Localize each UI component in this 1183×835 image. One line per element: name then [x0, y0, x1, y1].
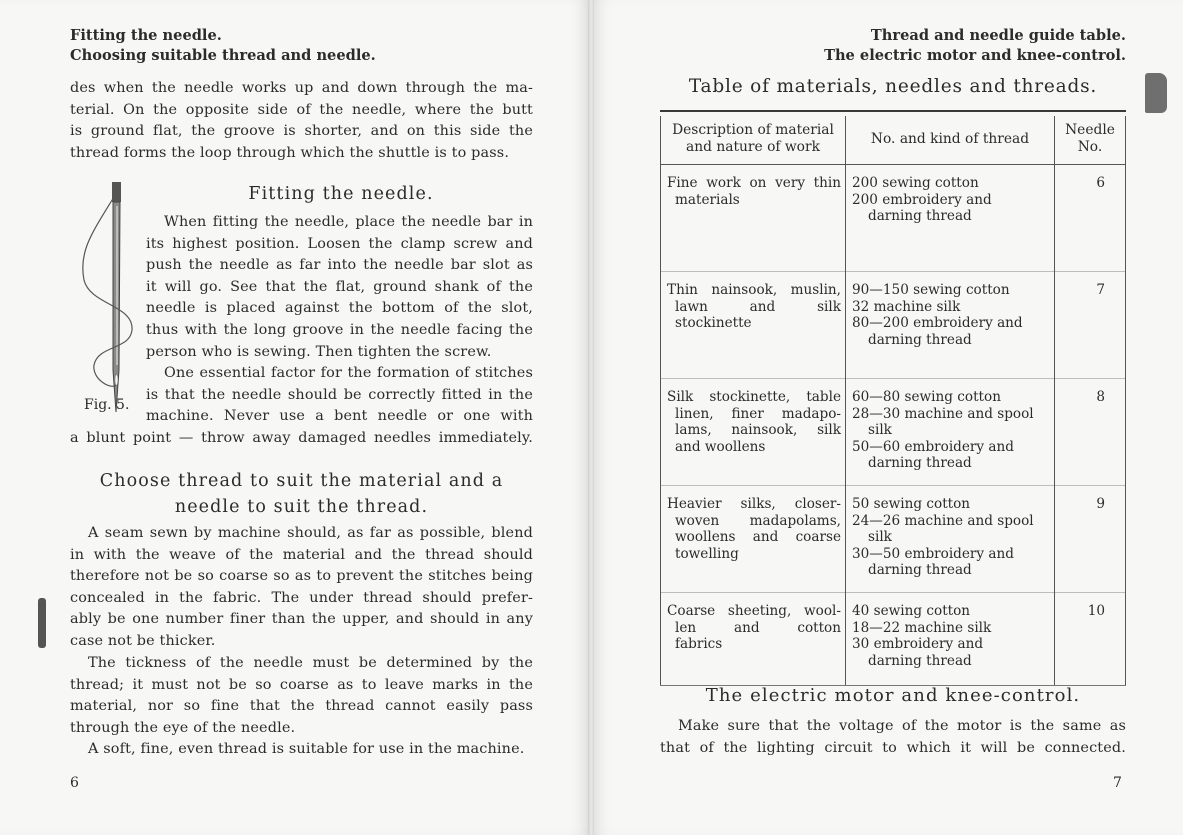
fitting-paragraph	[146, 212, 533, 428]
thread-line: 90—150 sewing cotton	[852, 282, 1010, 298]
thread-line: 32 machine silk	[852, 298, 961, 315]
text-line: A soft, fine, even thread is suitable for use in the machine.	[88, 741, 525, 758]
table-title: Table of materials, needles and threads.	[688, 76, 1098, 97]
text-line: thus with the long groove in the needle facing the	[146, 321, 533, 338]
thread-line: 50—60 embroidery and	[852, 438, 1014, 455]
figure-caption: Fig. 5.	[84, 397, 130, 413]
text-line: it will go. See that the flat, ground shank of the	[146, 278, 533, 295]
description-line: Silk stockinette, table	[667, 389, 841, 405]
left-running-head	[70, 26, 376, 66]
table-body	[661, 165, 1126, 686]
description-line: len and cotton	[675, 619, 841, 636]
description-cell	[661, 379, 846, 486]
thread-cell	[846, 272, 1055, 379]
materials-table	[660, 116, 1126, 686]
description-cell	[661, 593, 846, 686]
text-line: des when the needle works up and down through the ma-	[70, 80, 533, 96]
text-line: a blunt point — throw away damaged needles immediately.	[70, 430, 533, 446]
text-line: therefore not be so coarse so as to prevent the stitches being	[70, 568, 533, 585]
text-line: its highest position. Loosen the clamp screw and	[146, 235, 533, 252]
column-header-description	[661, 116, 846, 165]
table-header-row	[661, 116, 1126, 165]
intro-paragraph	[70, 78, 533, 164]
needle-number-cell: 10	[1055, 593, 1126, 686]
thread-cell	[846, 379, 1055, 486]
description-line: materials	[675, 191, 740, 208]
needle-number-cell: 6	[1055, 165, 1126, 272]
text-line: thread forms the loop through which the shuttle is to pass.	[70, 144, 510, 161]
description-line: lawn and silk	[675, 298, 841, 315]
header-line: Needle	[1065, 122, 1115, 138]
thread-line: 18—22 machine silk	[852, 619, 992, 636]
description-line: woven madapolams,	[675, 512, 841, 529]
tickness-paragraph	[70, 653, 533, 761]
thread-line: darning thread	[868, 331, 972, 348]
header-line: No.	[1077, 139, 1103, 155]
table-row	[661, 272, 1126, 379]
thread-line: 28—30 machine and spool	[852, 405, 1034, 422]
table-row	[661, 593, 1126, 686]
book-gutter	[588, 0, 594, 835]
fitting-heading: Fitting the needle.	[248, 184, 434, 204]
text-line: that of the lighting circuit to which it will be connected.	[660, 739, 1126, 756]
text-line: The tickness of the needle must be determined by the	[88, 655, 533, 671]
running-head-line: The electric motor and knee-control.	[824, 47, 1126, 64]
thread-line: 30—50 embroidery and	[852, 545, 1014, 562]
motor-paragraph	[660, 716, 1126, 759]
choose-paragraph	[70, 523, 533, 653]
needle-number-cell: 8	[1055, 379, 1126, 486]
text-line: needle is placed against the bottom of the slot,	[146, 300, 533, 317]
text-line: material, nor so fine that the thread cannot easily pass	[70, 698, 533, 715]
column-header-thread: No. and kind of thread	[846, 116, 1055, 165]
page-number: 6	[70, 775, 79, 791]
table-row	[661, 486, 1126, 593]
thread-cell	[846, 486, 1055, 593]
table-row	[661, 379, 1126, 486]
description-line: and woollens	[675, 438, 766, 455]
text-line: person who is sewing. Then tighten the screw.	[146, 343, 492, 360]
text-line: A seam sewn by machine should, as far as possible, blend	[88, 525, 533, 541]
description-line: Fine work on very thin	[667, 175, 841, 191]
heading-line: Choose thread to suit the material and a	[99, 471, 504, 491]
page-number: 7	[1113, 775, 1122, 791]
description-line: woollens and coarse	[675, 529, 841, 545]
text-line: through the eye of the needle.	[70, 719, 296, 736]
motor-heading: The electric motor and knee-control.	[705, 685, 1081, 706]
table-top-rule	[660, 110, 1126, 112]
text-line: machine. Never use a bent needle or one with	[146, 408, 533, 425]
thread-line: silk	[868, 529, 892, 545]
running-head-line: Fitting the needle.	[70, 27, 222, 44]
description-line: Coarse sheeting, wool-	[667, 603, 841, 619]
text-line: One essential factor for the formation of stitches	[164, 365, 533, 382]
thread-line: 200 sewing cotton	[852, 175, 979, 191]
fitting-last-line	[70, 428, 533, 450]
thread-line: silk	[868, 422, 892, 438]
description-line: linen, finer madapo-	[675, 405, 841, 422]
running-head-line: Choosing suitable thread and needle.	[70, 47, 376, 64]
text-line: terial. On the opposite side of the needle, where the butt	[70, 101, 533, 118]
thread-line: 40 sewing cotton	[852, 603, 971, 619]
text-line: Make sure that the voltage of the motor is the same as	[678, 718, 1126, 734]
text-line: thread; it must not be so coarse as to leave marks in the	[70, 676, 533, 693]
description-line: fabrics	[675, 636, 723, 652]
thread-line: 60—80 sewing cotton	[852, 389, 1001, 405]
needle-illustration-icon	[74, 180, 134, 420]
thread-line: 80—200 embroidery and	[852, 315, 1023, 331]
description-cell	[661, 486, 846, 593]
right-running-head	[824, 26, 1126, 66]
description-cell	[661, 272, 846, 379]
text-line: push the needle as far into the needle bar slot as	[146, 257, 533, 274]
header-line: and nature of work	[686, 139, 820, 155]
description-cell	[661, 165, 846, 272]
choose-heading	[70, 468, 533, 520]
thread-line: 50 sewing cotton	[852, 496, 971, 512]
needle-figure	[74, 180, 134, 420]
text-line: ably be one number finer than the upper, and should in any	[70, 611, 533, 628]
text-line: is ground flat, the groove is shorter, and on this side the	[70, 123, 533, 140]
description-line: Thin nainsook, muslin,	[667, 282, 841, 298]
ink-mark	[38, 598, 46, 648]
table-row	[661, 165, 1126, 272]
text-line: is that the needle should be correctly fitted in the	[146, 386, 533, 403]
thread-line: darning thread	[868, 455, 972, 471]
description-line: Heavier silks, closer-	[667, 496, 841, 512]
thread-cell	[846, 593, 1055, 686]
text-line: When fitting the needle, place the needle bar in	[164, 214, 533, 230]
thread-line: darning thread	[868, 652, 972, 669]
header-line: Description of material	[672, 122, 834, 138]
thread-line: 30 embroidery and	[852, 636, 984, 652]
running-head-line: Thread and needle guide table.	[870, 27, 1126, 44]
thread-line: darning thread	[868, 208, 972, 224]
page-tab-mark	[1145, 73, 1167, 113]
thread-line: 24—26 machine and spool	[852, 512, 1034, 529]
thread-cell	[846, 165, 1055, 272]
heading-line: needle to suit the thread.	[174, 497, 429, 517]
needle-number-cell: 7	[1055, 272, 1126, 379]
thread-line: 200 embroidery and	[852, 191, 992, 208]
description-line: towelling	[675, 545, 739, 562]
thread-line: darning thread	[868, 562, 972, 578]
text-line: case not be thicker.	[70, 632, 216, 649]
text-line: concealed in the fabric. The under thread should prefer-	[70, 589, 533, 606]
text-line: in with the weave of the material and the thread should	[70, 546, 533, 563]
needle-number-cell: 9	[1055, 486, 1126, 593]
description-line: stockinette	[675, 315, 752, 331]
column-header-needle	[1055, 116, 1126, 165]
description-line: lams, nainsook, silk	[675, 422, 841, 438]
